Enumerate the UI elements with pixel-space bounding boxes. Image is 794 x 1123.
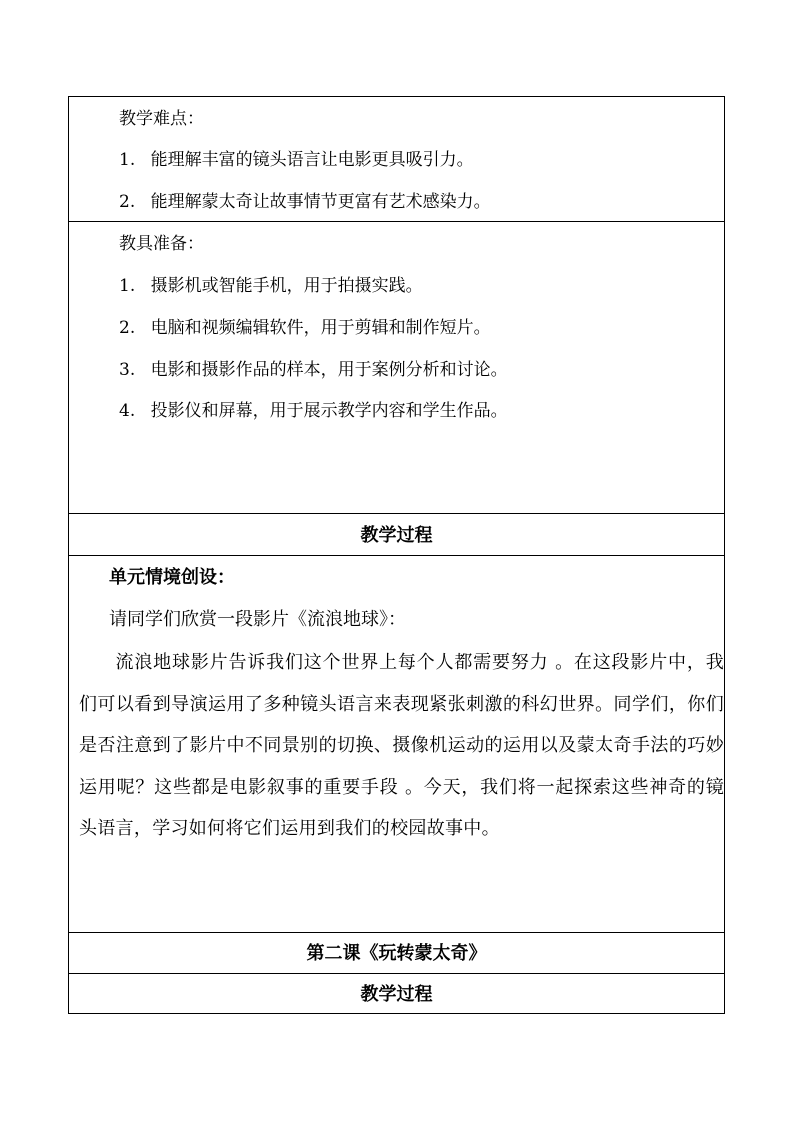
row-divider	[69, 221, 724, 222]
item-text: 投影仪和屏幕，用于展示教学内容和学生作品。	[150, 401, 508, 421]
item-number: 3.	[119, 360, 136, 380]
scenario-intro: 请同学们欣赏一段影片《流浪地球》：	[109, 609, 406, 630]
difficulty-item-2	[119, 192, 491, 212]
process-heading: 教学过程	[360, 525, 433, 546]
material-item-4	[119, 401, 508, 421]
difficulty-item-1	[119, 150, 474, 170]
item-text: 电影和摄影作品的样本，用于案例分析和讨论。	[150, 360, 508, 380]
row-divider	[69, 973, 724, 974]
row-divider	[69, 932, 724, 933]
row-divider	[69, 555, 724, 556]
row-divider	[69, 513, 724, 514]
item-text: 摄影机或智能手机，用于拍摄实践。	[150, 276, 423, 296]
scenario-paragraph-text: 流浪地球影片告诉我们这个世界上每个人都需要努力 。在这段影片中，我们可以看到导演运用了多种镜头语言来表现紧张刺激的科幻世界。同学们，你们是否注意到了影片中不同景别的切换、摄像机运动的运用以及蒙太奇手法的巧妙运用呢？这些都是电影叙事的重要手段 。今天，我们将一起探索这些神奇的镜头语言，学习如何将它们运用到我们的校园故事中。	[79, 652, 724, 839]
process-heading-2: 教学过程	[360, 984, 433, 1005]
material-item-3	[119, 360, 508, 380]
item-text: 电脑和视频编辑软件，用于剪辑和制作短片。	[150, 318, 491, 338]
material-item-1	[119, 276, 423, 296]
materials-title: 教具准备：	[119, 234, 204, 254]
scenario-paragraph	[79, 642, 724, 850]
item-text: 能理解蒙太奇让故事情节更富有艺术感染力。	[150, 192, 491, 212]
item-text: 能理解丰富的镜头语言让电影更具吸引力。	[150, 150, 474, 170]
item-number: 4.	[119, 401, 136, 421]
item-number: 2.	[119, 318, 136, 338]
item-number: 1.	[119, 276, 136, 296]
lesson-heading: 第二课《玩转蒙太奇》	[306, 943, 487, 964]
difficulties-title: 教学难点：	[119, 109, 204, 129]
lesson-plan-table	[68, 96, 725, 1014]
item-number: 1.	[119, 150, 136, 170]
material-item-2	[119, 318, 491, 338]
scenario-title: 单元情境创设：	[109, 567, 235, 588]
item-number: 2.	[119, 192, 136, 212]
